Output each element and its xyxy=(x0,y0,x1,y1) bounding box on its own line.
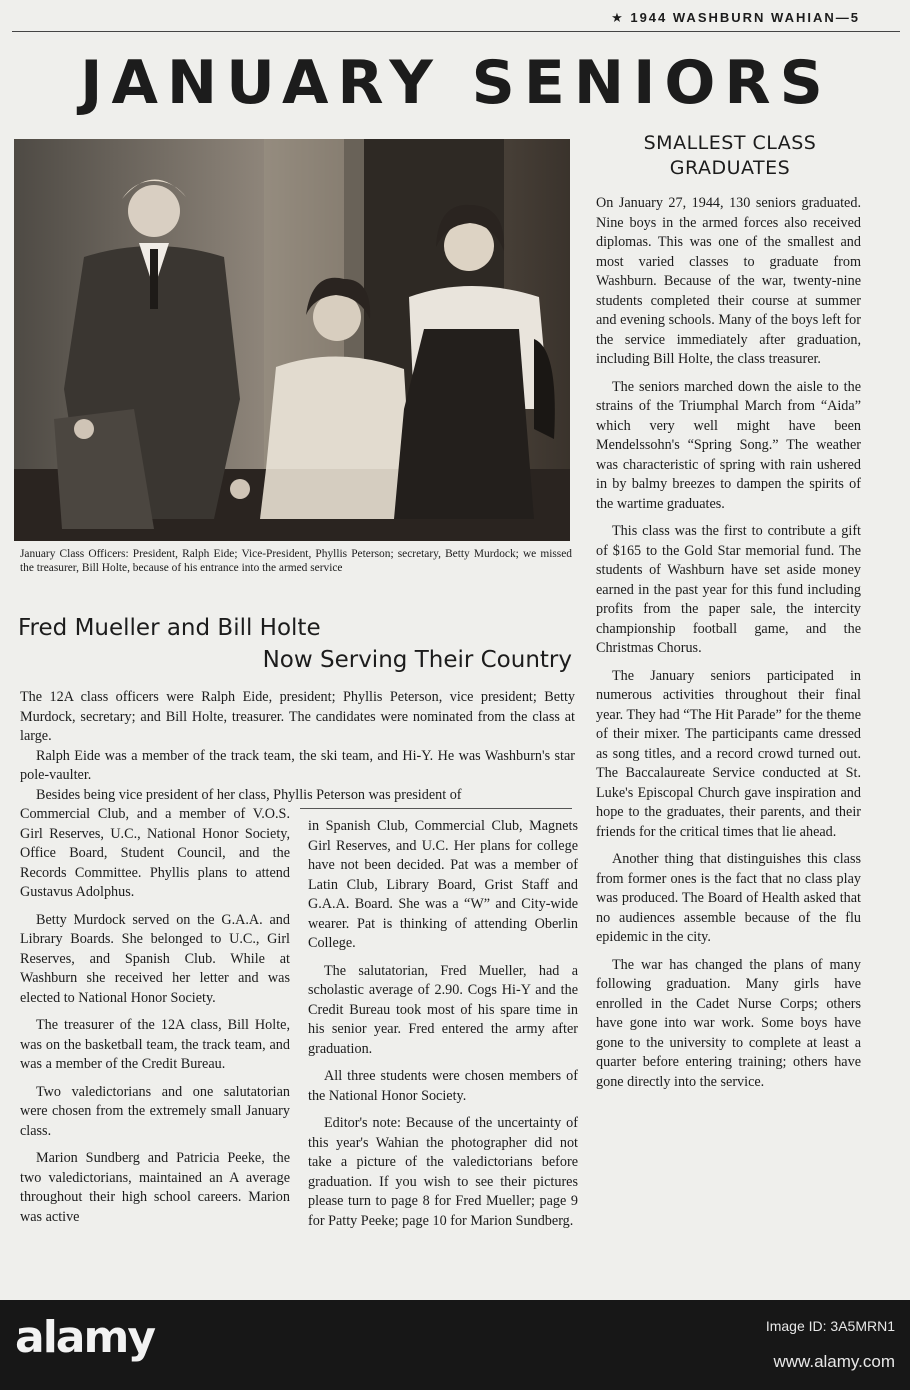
paragraph: On January 27, 1944, 130 seniors graduated. Nine boys in the armed forces also received diplomas. This was one of the smallest and most varied classes to graduate from Washburn. Because of the war, twenty-nine students completed their course at summer and evening schools. Many of the boys left for the service immediately after graduation, including Bill Holte, the class treasurer. xyxy=(596,195,861,367)
paragraph: Marion Sundberg and Patricia Peeke, the two valedictorians, maintained an A average throughout their high school careers. Marion was active xyxy=(20,1150,290,1225)
class-officers-photo xyxy=(14,139,570,541)
article-intro xyxy=(20,688,575,805)
photo-caption: January Class Officers: President, Ralph Eide; Vice-President, Phyllis Peterson; secretary, Betty Murdock; we missed the treasurer, Bill Holte, because of his entrance into the armed service xyxy=(20,548,572,574)
paragraph: All three students were chosen members of the National Honor Society. xyxy=(308,1068,578,1104)
image-id-label: Image ID: 3A5MRN1 xyxy=(765,1318,895,1334)
paragraph: Commercial Club, and a member of V.O.S. Girl Reserves, U.C., National Honor Society, Office Board, Student Council, and the Records Committee. Phyllis plans to attend Gustavus Adolphus. xyxy=(20,806,290,900)
paragraph: The January seniors participated in numerous activities throughout their final year. They had “The Hit Parade” for the theme of their mixer. The participants came dressed as song titles, and a record crowd turned out. The Baccalaureate Service conducted at St. Luke's Episcopal Church gave inspiration and hope to the graduates, their parents, and their friends for the critical times that lie ahead. xyxy=(596,667,861,840)
paragraph: The salutatorian, Fred Mueller, had a scholastic average of 2.90. Cogs Hi-Y and the Credit Bureau took most of his spare time in his senior year. Fred entered the army after graduation. xyxy=(308,962,578,1057)
paragraph: Editor's note: Because of the uncertainty of this year's Wahian the photographer did not take a picture of the valedictorians before graduation. If you wish to see their pictures please turn to page 8 for Fred Mueller; page 9 for Patty Peeke; page 10 for Marion Sundberg. xyxy=(308,1115,578,1229)
paragraph: Ralph Eide was a member of the track team, the ski team, and Hi-Y. He was Washburn's star pole-vaulter. xyxy=(20,747,575,783)
column-rule xyxy=(300,808,572,809)
header-rule xyxy=(12,31,900,32)
alamy-logo: alamy xyxy=(15,1312,154,1363)
side-article-headline xyxy=(598,131,862,181)
running-head: ★ 1944 WASHBURN WAHIAN—5 xyxy=(611,10,860,25)
paragraph: Betty Murdock served on the G.A.A. and Library Boards. She belonged to U.C., Girl Reserves, and Spanish Club. While at Washburn she received her letter and was elected to National Honor Society. xyxy=(20,911,290,1006)
headline-line-2: Now Serving Their Country xyxy=(262,647,572,673)
paragraph: The seniors marched down the aisle to the strains of the Triumphal March from “Aida” which very well might have been Mendelssohn's “Spring Song.” The weather was characteristic of spring with rain ushered in by balmy breezes to dampen the spirits of the wartime graduates. xyxy=(596,378,861,512)
paragraph: in Spanish Club, Commercial Club, Magnets Girl Reserves, and U.C. Her plans for college have not been decided. Pat was a member of Latin Club, Library Board, Grist Staff and G.A.A. Board. She was a “W” and City-wide wearer. Pat is thinking of attending Oberlin College. xyxy=(308,818,578,951)
article-headline xyxy=(18,612,574,676)
paragraph: The treasurer of the 12A class, Bill Holte, was on the basketball team, the track team, and was a member of the Credit Bureau. xyxy=(20,1017,290,1072)
paragraph: This class was the first to contribute a gift of $165 to the Gold Star memorial fund. The students of Washburn have set aside money earned in the past year for this fund including profits from the paper sale, the intercity championship football game, and the Christmas Chorus. xyxy=(596,523,861,656)
paragraph: Two valedictorians and one salutatorian were chosen from the extremely small January class. xyxy=(20,1083,290,1139)
side-article-column xyxy=(596,194,861,1100)
article-column-2 xyxy=(308,817,578,1239)
headline-line-1: Fred Mueller and Bill Holte xyxy=(18,615,321,641)
side-headline-line-2: GRADUATES xyxy=(669,157,791,179)
page-title: JANUARY SENIORS xyxy=(80,48,832,118)
stock-url-label: www.alamy.com xyxy=(773,1352,895,1371)
side-headline-line-1: SMALLEST CLASS xyxy=(643,132,817,154)
article-column-1 xyxy=(20,805,290,1235)
paragraph: Another thing that distinguishes this class from former ones is the fact that no class play was produced. The Board of Health asked that no audiences assemble because of the flu epidemic in the city. xyxy=(596,851,861,945)
paragraph: The 12A class officers were Ralph Eide, president; Phyllis Peterson, vice president; Betty Murdock, secretary; and Bill Holte, treasurer. The candidates were nominated from the class at large. xyxy=(20,689,575,744)
paragraph: Besides being vice president of her class, Phyllis Peterson was president of xyxy=(36,786,462,803)
photo-illustration xyxy=(14,139,570,541)
paragraph: The war has changed the plans of many following graduation. Many girls have enrolled in the Cadet Nurse Corps; others have gone into war work. Some boys have gone to the university to complete at least a quarter before entering training; others have gone directly into the service. xyxy=(596,956,861,1090)
